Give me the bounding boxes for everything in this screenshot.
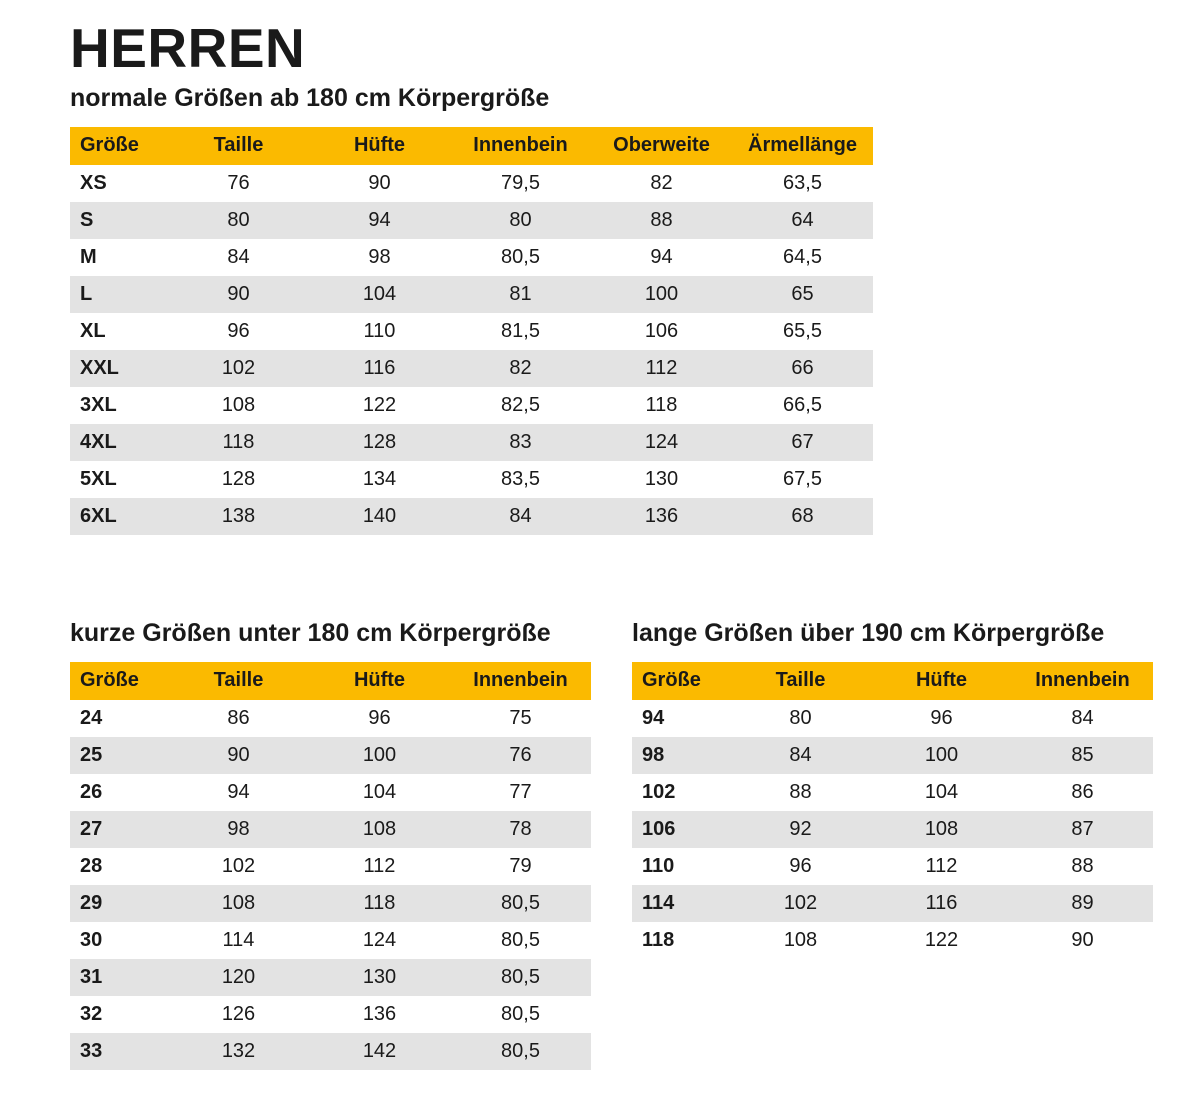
measurement-cell: 136 [591,498,732,535]
measurement-cell: 136 [362,1002,397,1025]
size-label-cell: 94 [642,706,665,729]
measurement-cell: 82,5 [501,393,540,416]
column-header: Größe [632,662,730,700]
measurement-cell: 94 [227,780,250,803]
measurement-cell: 108 [783,928,818,951]
measurement-cell: 63,5 [783,171,822,194]
table-row [70,424,873,461]
table-row [632,700,1153,737]
table-normal-header [70,127,873,165]
measurement-cell: 76 [227,171,250,194]
measurement-cell: 108 [871,811,1012,848]
measurement-cell: 128 [309,424,450,461]
table-row [70,350,873,387]
measurement-cell: 88 [789,780,812,803]
size-label-cell: 5XL [80,467,117,490]
measurement-cell: 102 [221,854,256,877]
measurement-cell: 80,5 [501,1002,540,1025]
measurement-cell: 90 [168,276,309,313]
measurement-cell: 80 [789,706,812,729]
measurement-cell: 84 [1071,706,1094,729]
column-header: Oberweite [591,127,732,165]
measurement-cell: 80,5 [450,959,591,996]
measurement-cell: 86 [1071,780,1094,803]
table-row [70,498,873,535]
table-row [70,737,591,774]
measurement-cell: 81,5 [501,319,540,342]
measurement-cell: 82 [650,171,673,194]
measurement-cell: 132 [168,1033,309,1070]
table-row [70,1033,591,1070]
measurement-cell: 84 [450,498,591,535]
size-label-cell: 29 [70,885,168,922]
table-row [70,202,873,239]
measurement-cell: 77 [509,780,532,803]
measurement-cell: 110 [363,319,396,342]
size-label-cell: 24 [80,706,103,729]
measurement-cell: 84 [227,245,250,268]
measurement-cell: 106 [644,319,679,342]
measurement-cell: 96 [368,706,391,729]
header-row [70,662,591,700]
measurement-cell: 76 [450,737,591,774]
size-label-cell: XL [80,319,106,342]
measurement-cell: 108 [168,885,309,922]
table-row [70,461,873,498]
measurement-cell: 66 [732,350,873,387]
table-row [632,848,1153,885]
size-label-cell: S [70,202,168,239]
column-header: Hüfte [309,662,450,700]
measurement-cell: 67 [732,424,873,461]
table-row [70,922,591,959]
size-label-cell: 110 [642,854,675,877]
table-row [70,774,591,811]
table-row [632,811,1153,848]
table-row [632,885,1153,922]
size-label-cell: 102 [642,780,676,803]
measurement-cell: 120 [168,959,309,996]
measurement-cell: 100 [871,737,1012,774]
size-label-cell: 30 [80,928,103,951]
measurement-cell: 86 [227,706,250,729]
size-label-cell: 4XL [70,424,168,461]
measurement-cell: 112 [363,854,396,877]
size-label-cell: 31 [70,959,168,996]
long-sizes-section [632,619,1153,1070]
page-title: HERREN [70,17,306,79]
measurement-cell: 83,5 [501,467,540,490]
measurement-cell: 102 [730,885,871,922]
measurement-cell: 85 [1012,737,1153,774]
measurement-cell: 96 [930,706,953,729]
measurement-cell: 98 [168,811,309,848]
measurement-cell: 78 [450,811,591,848]
measurement-cell: 96 [789,854,812,877]
measurement-cell: 100 [591,276,732,313]
table-short-header [70,662,591,700]
bottom-section [70,619,1190,1070]
measurement-cell: 126 [221,1002,256,1025]
measurement-cell: 122 [362,393,397,416]
measurement-cell: 118 [309,885,450,922]
measurement-cell: 88 [1071,854,1094,877]
column-header: Größe [70,662,168,700]
size-label-cell: 33 [70,1033,168,1070]
measurement-cell: 116 [871,885,1012,922]
measurement-cell: 64 [732,202,873,239]
column-header: Ärmellänge [732,127,873,165]
table-normal-body [70,165,873,535]
table-short-body [70,700,591,1070]
measurement-cell: 98 [368,245,391,268]
size-label-cell: 26 [80,780,103,803]
measurement-cell: 108 [221,393,256,416]
size-label-cell: 28 [80,854,103,877]
table-long-sizes [632,662,1153,959]
measurement-cell: 80,5 [501,245,540,268]
measurement-cell: 100 [309,737,450,774]
table-row [70,387,873,424]
section-heading-short-sizes: kurze Größen unter 180 cm Körpergröße [70,618,551,647]
measurement-cell: 114 [222,928,255,951]
size-label-cell: XXL [70,350,168,387]
table-row [70,885,591,922]
size-label-cell: XS [80,171,107,194]
measurement-cell: 67,5 [783,467,822,490]
table-row [70,996,591,1033]
measurement-cell: 80 [450,202,591,239]
size-label-cell: 3XL [80,393,117,416]
table-row [632,737,1153,774]
header-row [70,127,873,165]
column-header: Taille [730,662,871,700]
measurement-cell: 80,5 [501,928,540,951]
measurement-cell: 68 [732,498,873,535]
measurement-cell: 87 [1012,811,1153,848]
measurement-cell: 130 [644,467,679,490]
page-subtitle: normale Größen ab 180 cm Körpergröße [70,83,550,112]
size-label-cell: L [70,276,168,313]
measurement-cell: 79,5 [501,171,540,194]
column-header: Taille [168,127,309,165]
measurement-cell: 124 [591,424,732,461]
table-row [70,811,591,848]
measurement-cell: 80 [168,202,309,239]
size-label-cell: 27 [70,811,168,848]
column-header: Hüfte [871,662,1012,700]
measurement-cell: 118 [168,424,309,461]
table-short-sizes [70,662,591,1070]
measurement-cell: 122 [924,928,959,951]
measurement-cell: 75 [509,706,532,729]
size-label-cell: 118 [642,928,675,951]
measurement-cell: 130 [309,959,450,996]
measurement-cell: 104 [924,780,959,803]
table-long-body [632,700,1153,959]
column-header: Hüfte [309,127,450,165]
measurement-cell: 83 [450,424,591,461]
measurement-cell: 138 [168,498,309,535]
measurement-cell: 94 [650,245,673,268]
measurement-cell: 82 [450,350,591,387]
measurement-cell: 80,5 [450,1033,591,1070]
measurement-cell: 90 [168,737,309,774]
measurement-cell: 128 [221,467,256,490]
measurement-cell: 104 [309,276,450,313]
table-row [70,848,591,885]
measurement-cell: 140 [309,498,450,535]
measurement-cell: 124 [362,928,397,951]
measurement-cell: 108 [309,811,450,848]
size-label-cell: 25 [70,737,168,774]
size-label-cell: 6XL [70,498,168,535]
measurement-cell: 80,5 [450,885,591,922]
measurement-cell: 116 [309,350,450,387]
header-row [632,662,1153,700]
measurement-cell: 102 [168,350,309,387]
column-header: Taille [168,662,309,700]
measurement-cell: 92 [730,811,871,848]
size-label-cell: 106 [632,811,730,848]
table-row [70,313,873,350]
measurement-cell: 112 [591,350,732,387]
table-row [632,774,1153,811]
size-label-cell: 114 [632,885,730,922]
table-normal-sizes [70,127,873,535]
measurement-cell: 104 [362,780,397,803]
column-header: Innenbein [450,662,591,700]
measurement-cell: 79 [509,854,532,877]
size-label-cell: M [80,245,97,268]
measurement-cell: 118 [645,393,678,416]
column-header: Innenbein [450,127,591,165]
table-row [70,700,591,737]
size-label-cell: 98 [632,737,730,774]
size-label-cell: 32 [80,1002,103,1025]
measurement-cell: 89 [1012,885,1153,922]
measurement-cell: 96 [227,319,250,342]
measurement-cell: 90 [368,171,391,194]
short-sizes-section [70,619,591,1070]
measurement-cell: 134 [362,467,397,490]
table-row [632,922,1153,959]
measurement-cell: 112 [925,854,958,877]
measurement-cell: 84 [730,737,871,774]
measurement-cell: 65,5 [783,319,822,342]
table-long-header [632,662,1153,700]
measurement-cell: 90 [1071,928,1094,951]
measurement-cell: 88 [591,202,732,239]
measurement-cell: 66,5 [783,393,822,416]
table-row [70,165,873,202]
measurement-cell: 142 [309,1033,450,1070]
measurement-cell: 65 [732,276,873,313]
measurement-cell: 64,5 [783,245,822,268]
measurement-cell: 94 [309,202,450,239]
table-row [70,276,873,313]
column-header: Innenbein [1012,662,1153,700]
table-row [70,959,591,996]
table-row [70,239,873,276]
measurement-cell: 81 [450,276,591,313]
section-heading-long-sizes: lange Größen über 190 cm Körpergröße [632,618,1105,647]
column-header: Größe [70,127,168,165]
